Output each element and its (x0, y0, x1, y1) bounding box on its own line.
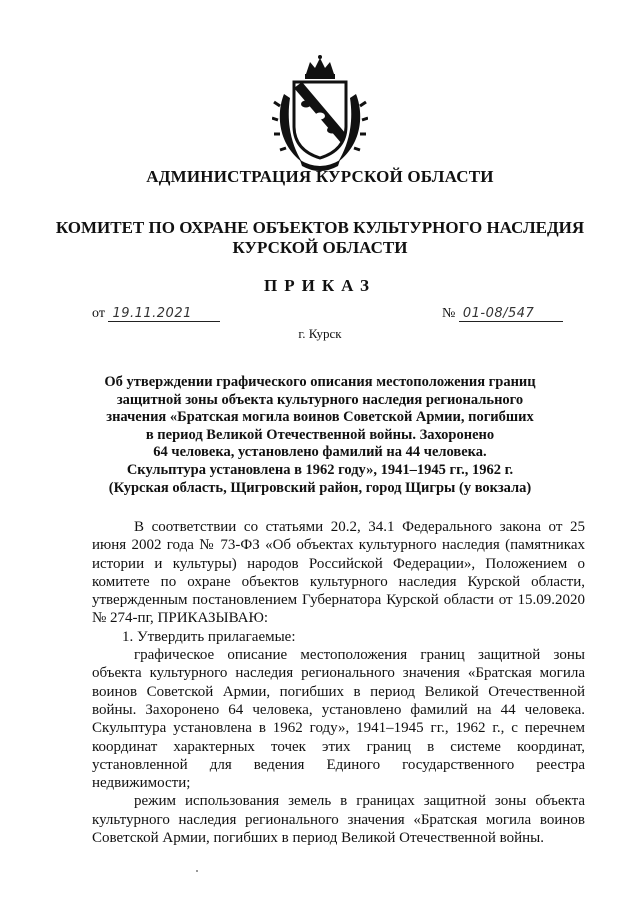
committee-heading-line-1: КОМИТЕТ ПО ОХРАНЕ ОБЪЕКТОВ КУЛЬТУРНОГО НАСЛЕДИЯ (55, 218, 585, 237)
subject-line: Об утверждении графического описания местоположения границ (104, 374, 536, 390)
order-number-field (442, 306, 563, 322)
subject-line: значения «Братская могила воинов Советской Армии, погибших (106, 409, 534, 426)
subject-line: Скульптура установлена в 1962 году», 1941–1945 гг., 1962 г. (126, 461, 514, 478)
subject-line: защитной зоны объекта культурного наследия регионального (116, 391, 524, 408)
approved-item-land-use-regime: режим использования земель в границах защитной зоны объекта культурного наследия регионального значения «Братская могила воинов Советской Армии, погибших в период Великой Отечественной войны. (92, 793, 585, 847)
approved-item-graphic-description: графическое описание местоположения границ защитной зоны объекта культурного наследия регионального значения «Братская могила воинов Советской Армии, погибших в период Великой Отечественной войны. Захоронено 64 человека, установлено фамилий на 44 человека. Скульптура установлена в 1962 году», 1941–1945 гг., 1962 г., с перечнем координат характерных точек этих границ в системе координат, установленной для ведения Единого государственного реестра недвижимости; (92, 647, 585, 792)
order-item-1: 1. Утвердить прилагаемые: (122, 628, 296, 645)
city-label: г. Курск (298, 326, 342, 341)
preamble-paragraph: В соответствии со статьями 20.2, 34.1 Федерального закона от 25 июня 2002 года № 73-ФЗ «Об объектах культурного наследия (памятниках истории и культуры) народов Российской Федерации», Положением о комитете по охране объектов культурного наследия Курской области, утвержденным постановлением Губернатора Курской области от 15.09.2020 № 274-пг, ПРИКАЗЫВАЮ: (92, 519, 585, 627)
subject-line: в период Великой Отечественной войны. Захоронено (145, 426, 495, 443)
kursk-emblem-icon (272, 54, 368, 172)
coat-of-arms-emblem (272, 54, 368, 172)
agency-heading: АДМИНИСТРАЦИЯ КУРСКОЙ ОБЛАСТИ (146, 167, 494, 186)
document-type-title: ПРИКАЗ (264, 276, 376, 295)
committee-heading-line-2: КУРСКОЙ ОБЛАСТИ (232, 238, 408, 257)
date-prefix: от (92, 306, 105, 321)
scan-artifact-dot (196, 870, 198, 872)
order-date-field (92, 306, 220, 322)
order-date-value: 19.11.2021 (108, 306, 220, 322)
number-prefix: № (442, 306, 456, 321)
subject-line: (Курская область, Щигровский район, город Щигры (у вокзала) (108, 479, 532, 496)
subject-line: 64 человека, установлено фамилий на 44 человека. (153, 444, 487, 461)
committee-heading (0, 218, 640, 258)
order-subject (95, 374, 545, 497)
order-body (92, 518, 585, 847)
order-number-value: 01-08/547 (459, 306, 563, 322)
